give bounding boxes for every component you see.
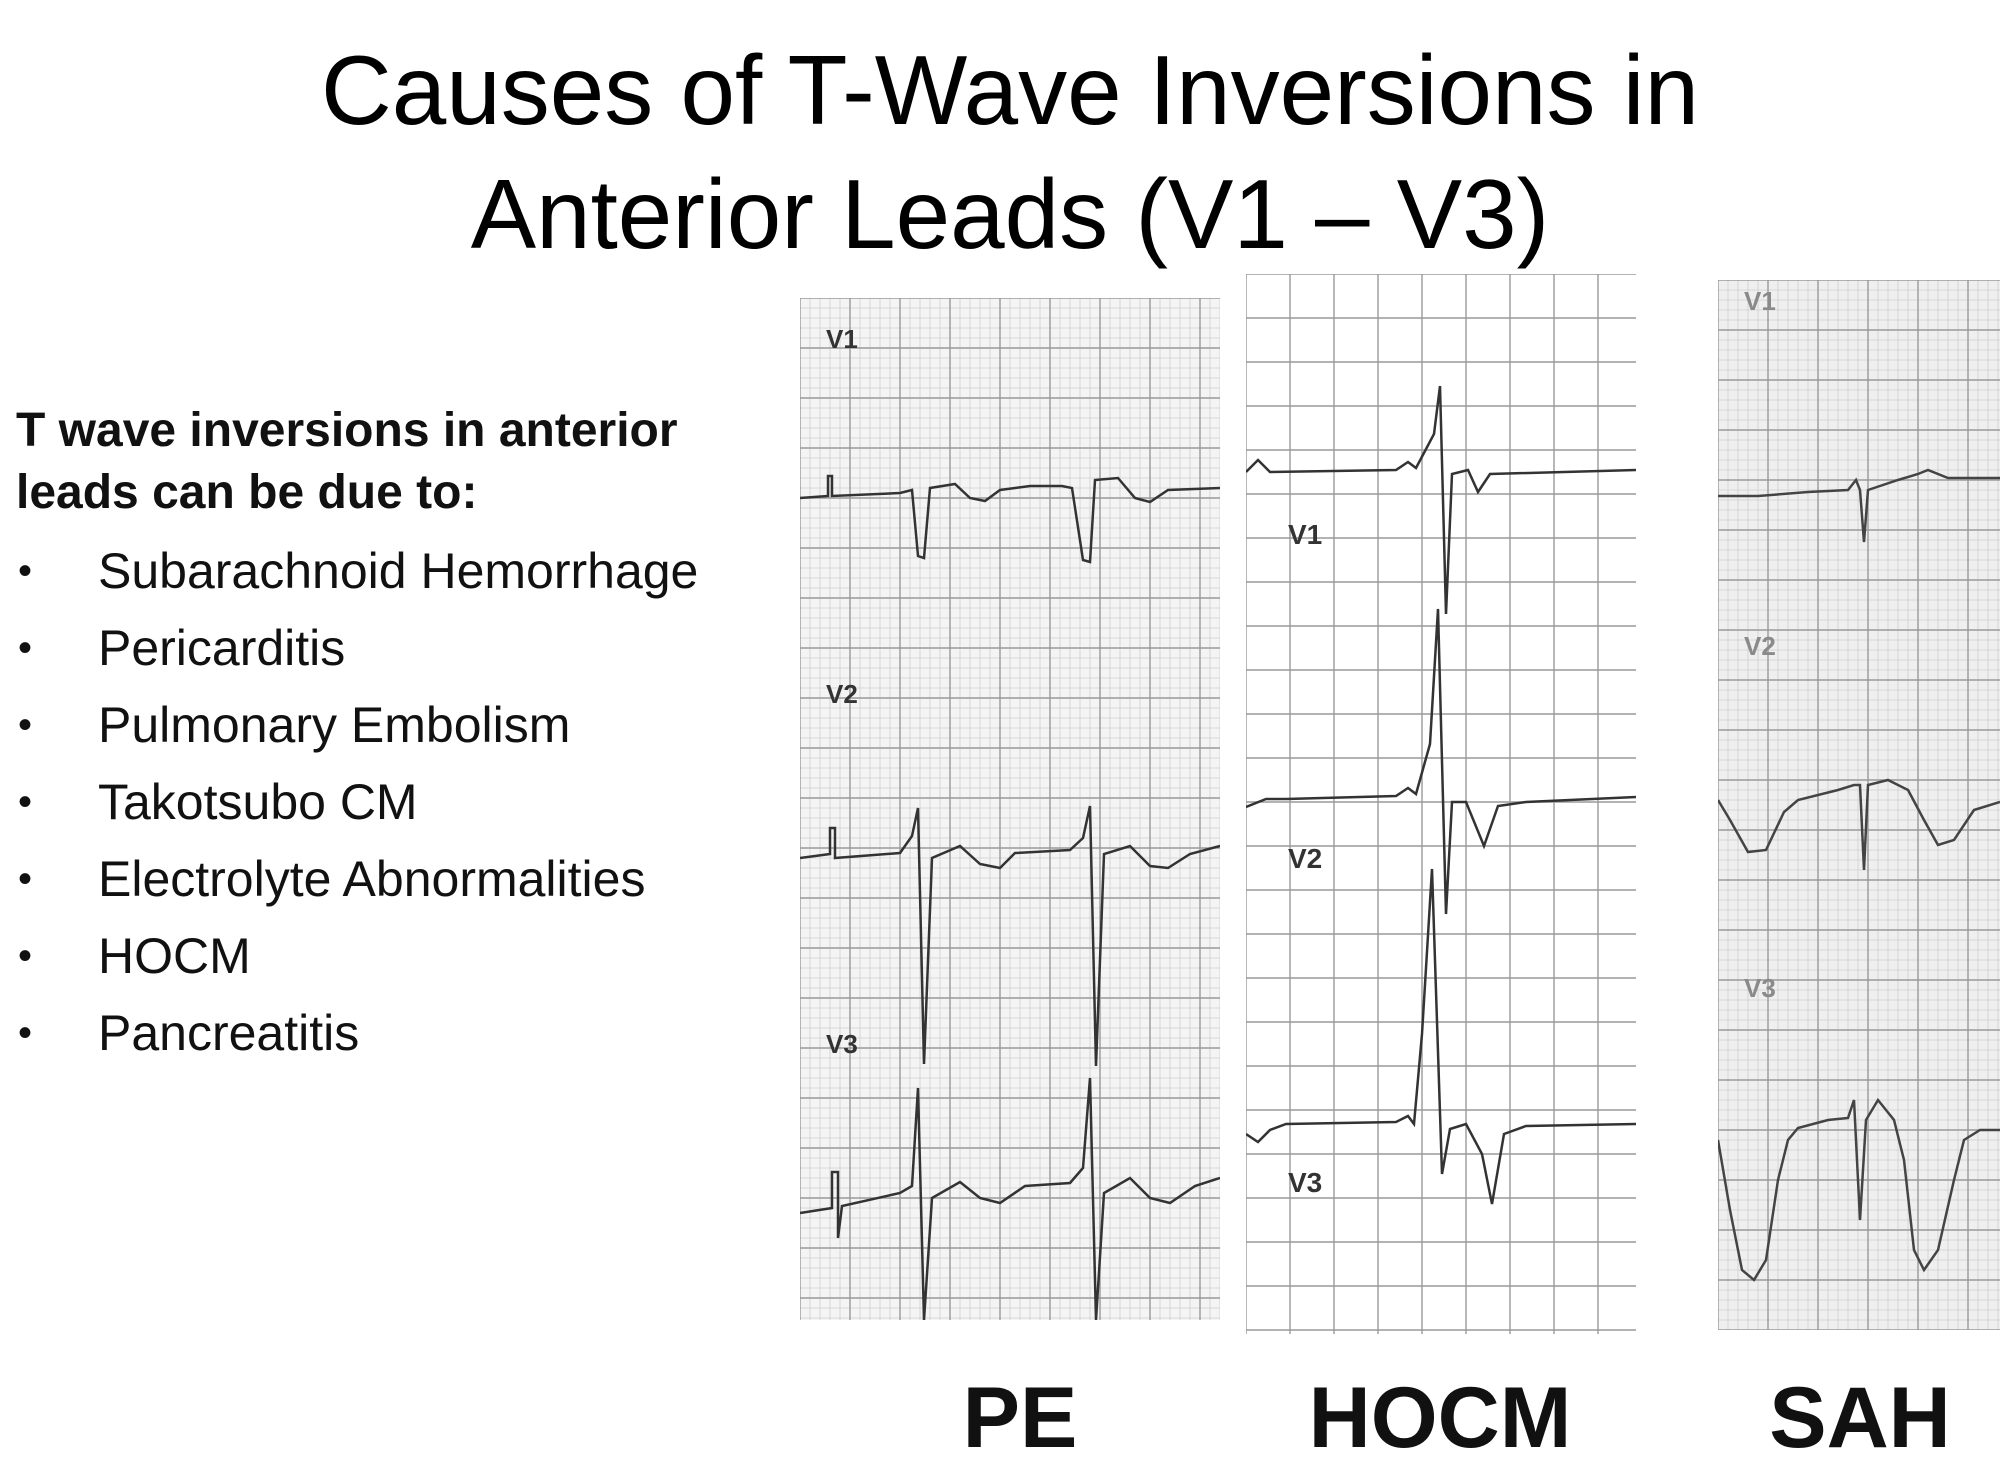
ecg-strip-sah	[1718, 280, 2000, 1330]
intro-line1: T wave inversions in anterior	[16, 404, 678, 457]
list-item	[16, 925, 796, 1002]
ecg-strip-pe	[800, 298, 1220, 1320]
lead-label-v2: V2	[826, 679, 858, 709]
ecg-strip-hocm	[1246, 274, 1636, 1334]
causes-list	[16, 540, 796, 1079]
lead-label-v3: V3	[826, 1029, 858, 1059]
bullet-icon: •	[18, 934, 33, 978]
cause-label: Subarachnoid Hemorrhage	[98, 543, 699, 599]
slide-title-line2: Anterior Leads (V1 – V3)	[470, 159, 1550, 269]
ecg-strip-hocm-graphic	[1246, 274, 1636, 1334]
lead-label-v1: V1	[1288, 519, 1323, 550]
ecg-strip-sah-graphic	[1718, 280, 2000, 1330]
bullet-icon: •	[18, 1011, 33, 1055]
cause-label: HOCM	[98, 928, 251, 984]
cause-label: Takotsubo CM	[98, 774, 418, 830]
slide-title-line1: Causes of T-Wave Inversions in	[320, 35, 1700, 145]
bullet-icon: •	[18, 626, 33, 670]
caption-hocm: HOCM	[1308, 1370, 1572, 1466]
list-item	[16, 771, 796, 848]
cause-label: Pulmonary Embolism	[98, 697, 571, 753]
slide-title	[100, 28, 1920, 276]
list-item	[16, 617, 796, 694]
lead-label-v2: V2	[1744, 631, 1776, 661]
bullet-icon: •	[18, 780, 33, 824]
list-item	[16, 1002, 796, 1079]
lead-label-v1: V1	[1744, 286, 1776, 316]
bullet-icon: •	[18, 703, 33, 747]
list-item	[16, 694, 796, 771]
intro-text	[16, 400, 796, 524]
list-item	[16, 540, 796, 617]
lead-label-v1: V1	[826, 324, 858, 354]
lead-label-v3: V3	[1288, 1167, 1323, 1198]
ecg-strip-pe-graphic	[800, 298, 1220, 1320]
cause-label: Pancreatitis	[98, 1005, 360, 1061]
caption-pe: PE	[962, 1370, 1078, 1466]
caption-sah: SAH	[1769, 1370, 1951, 1466]
lead-label-v2: V2	[1288, 843, 1323, 874]
lead-label-v3: V3	[1744, 973, 1776, 1003]
bullet-icon: •	[18, 857, 33, 901]
cause-label: Electrolyte Abnormalities	[98, 851, 646, 907]
cause-label: Pericarditis	[98, 620, 346, 676]
bullet-icon: •	[18, 549, 33, 593]
intro-line2: leads can be due to:	[16, 466, 478, 519]
list-item	[16, 848, 796, 925]
